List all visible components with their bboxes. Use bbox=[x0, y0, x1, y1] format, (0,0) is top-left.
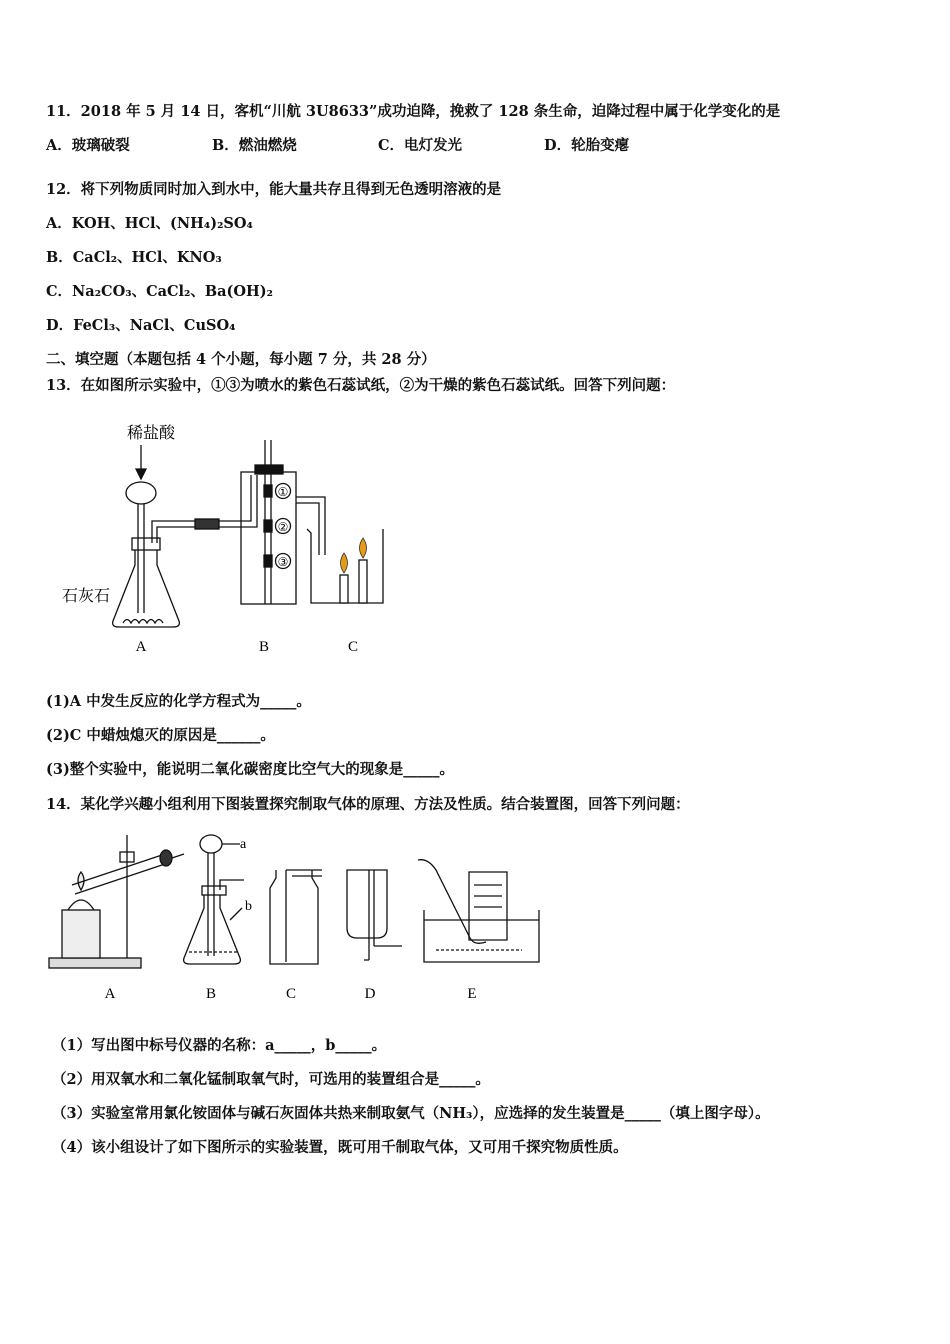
q13-sub2: (2)C 中蜡烛熄灭的原因是______。 bbox=[46, 727, 275, 744]
section-heading: 二、填空题（本题包括 4 个小题，每小题 7 分，共 28 分） bbox=[46, 351, 436, 368]
q11-option-b[interactable]: B．燃油燃烧 bbox=[212, 137, 297, 154]
q11-option-c[interactable]: C．电灯发光 bbox=[378, 137, 463, 154]
q14-apparatus-figure bbox=[44, 830, 544, 1010]
q11-options bbox=[46, 136, 629, 156]
q13-stem: 13．在如图所示实验中，①③为喷水的紫色石蕊试纸，②为干燥的紫色石蕊试纸。回答下列问题： bbox=[46, 377, 676, 394]
q14-sub3: （3）实验室常用氯化铵固体与碱石灰固体共热来制取氨气（NH₃），应选择的发生装置是_____（填上图字母）。 bbox=[52, 1105, 770, 1122]
q12-option-a[interactable]: A．KOH、HCl、(NH₄)₂SO₄ bbox=[46, 215, 253, 232]
q14-mark-a: a bbox=[240, 837, 247, 852]
apparatus-a-label: A bbox=[135, 639, 147, 655]
q13-sub3: (3)整个实验中，能说明二氧化碳密度比空气大的现象是_____。 bbox=[46, 761, 455, 778]
q14-apparatus-e-label: E bbox=[467, 986, 477, 1002]
q12-option-d[interactable]: D．FeCl₃、NaCl、CuSO₄ bbox=[46, 317, 236, 334]
q11-option-a[interactable]: A．玻璃破裂 bbox=[46, 137, 130, 154]
q14-apparatus-c-label: C bbox=[285, 986, 297, 1002]
q14-apparatus-d-label: D bbox=[364, 986, 376, 1002]
q12-option-c[interactable]: C．Na₂CO₃、CaCl₂、Ba(OH)₂ bbox=[46, 283, 273, 300]
q13-sub1: (1)A 中发生反应的化学方程式为_____。 bbox=[46, 693, 311, 710]
q11-stem: 11．2018 年 5 月 14 日，客机“川航 3U8633”成功迫降，挽救了 128 条生命，迫降过程中属于化学变化的是 bbox=[46, 103, 781, 120]
q13-apparatus-figure bbox=[55, 415, 395, 660]
paper-2-marker: ② bbox=[277, 520, 289, 534]
q11-option-d[interactable]: D．轮胎变瘪 bbox=[544, 137, 630, 154]
q14-apparatus-a-label: A bbox=[104, 986, 116, 1002]
paper-1-marker: ① bbox=[277, 485, 289, 499]
q14-sub2: （2）用双氧水和二氧化锰制取氧气时，可选用的装置组合是_____。 bbox=[52, 1071, 490, 1088]
q12-option-b[interactable]: B．CaCl₂、HCl、KNO₃ bbox=[46, 249, 222, 266]
q14-sub4: （4）该小组设计了如下图所示的实验装置，既可用千制取气体，又可用千探究物质性质。 bbox=[52, 1139, 628, 1156]
q14-mark-b: b bbox=[245, 899, 252, 914]
q12-stem: 12．将下列物质同时加入到水中，能大量共存且得到无色透明溶液的是 bbox=[46, 181, 502, 198]
q14-sub1: （1）写出图中标号仪器的名称：a_____，b_____。 bbox=[52, 1037, 387, 1054]
limestone-label: 石灰石 bbox=[62, 588, 111, 605]
apparatus-c-label: C bbox=[347, 639, 359, 655]
apparatus-b-label: B bbox=[258, 639, 270, 655]
paper-3-marker: ③ bbox=[277, 555, 289, 569]
q14-stem: 14．某化学兴趣小组利用下图装置探究制取气体的原理、方法及性质。结合装置图，回答下列问题： bbox=[46, 796, 690, 813]
q14-apparatus-b-label: B bbox=[205, 986, 217, 1002]
acid-label: 稀盐酸 bbox=[127, 425, 176, 442]
